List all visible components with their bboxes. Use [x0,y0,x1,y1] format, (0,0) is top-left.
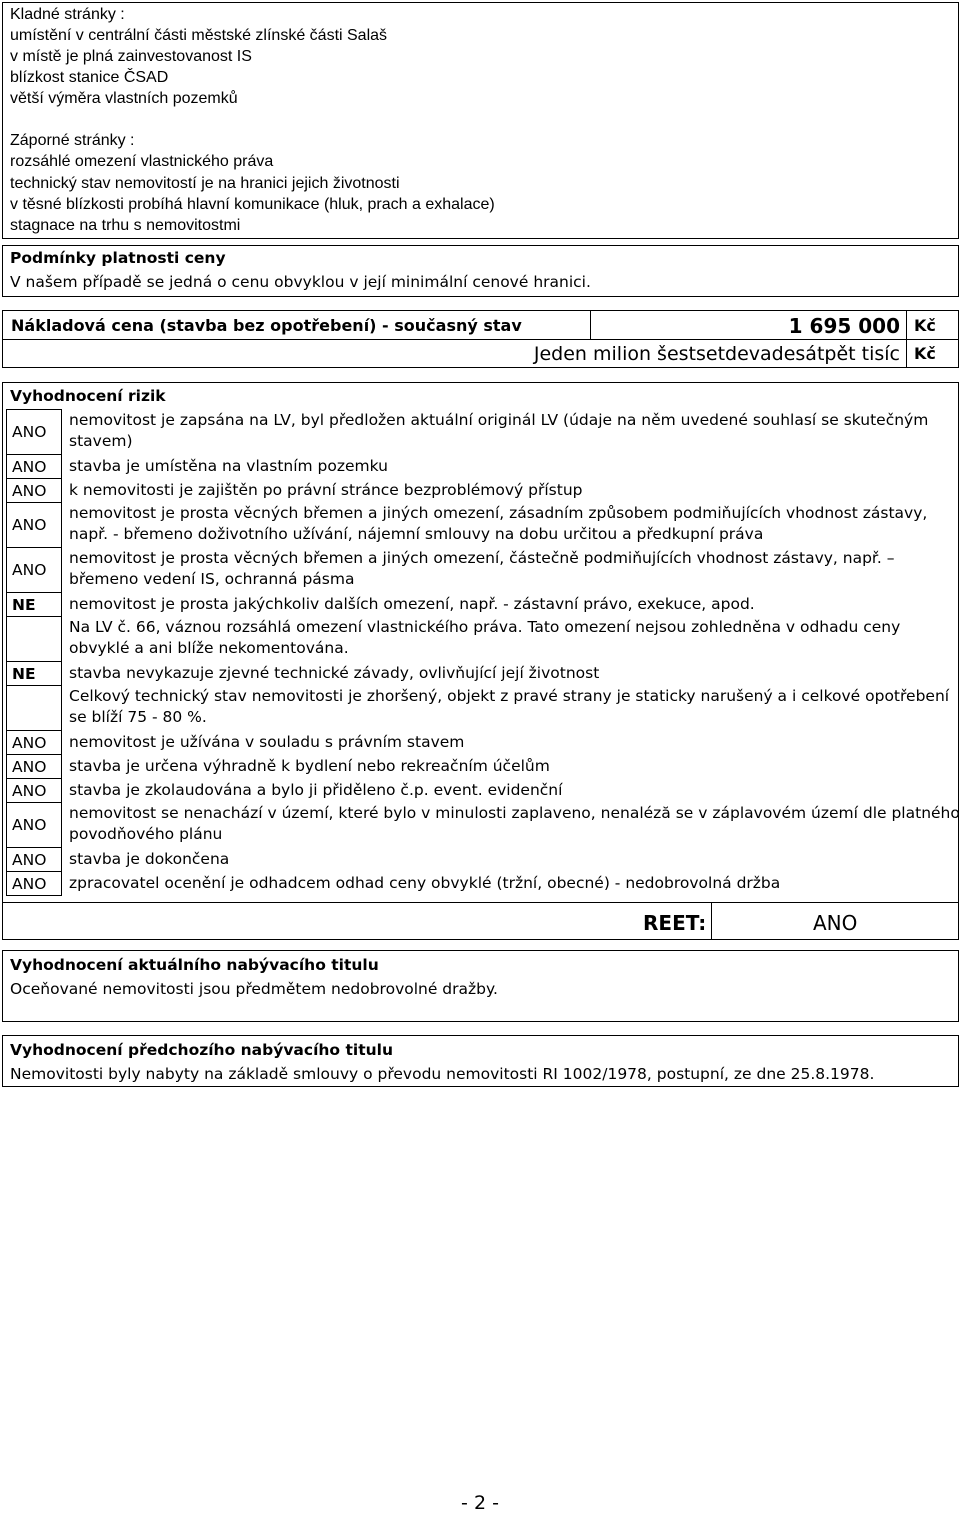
risk-text-line: stavba nevykazuje zjevné technické závady, ovlivňující její životnost [69,664,600,682]
cons-title: Záporné stránky : [10,132,135,149]
risk-text [69,803,960,845]
risk-text-line: nemovitost je prosta věcných břemen a jiných omezení, zásadním způsobem podmiňujících vhodnost zástavy, [69,504,928,522]
cost-words: Jeden milion šestsetdevadesátpět tisíc [533,343,900,365]
current-title-text: Oceňované nemovitosti jsou předmětem nedobrovolné dražby. [10,980,498,998]
cost-currency: Kč [914,316,936,335]
risks-title: Vyhodnocení rizik [10,387,166,405]
risk-text-line: nemovitost se nenachází v území, které bylo v minulosti zaplaveno, nenaléză se v záplavovém území dle platného [69,804,960,822]
risk-text [69,617,949,659]
risk-answer-cell: NE [6,592,62,617]
risk-text-line: obvyklé a ani blíže nekomentována. [69,639,349,657]
risk-text [69,410,949,452]
cost-divider [590,311,591,339]
risk-text-line: stavba je umístěna na vlastním pozemku [69,457,388,475]
risk-text-line: nemovitost je prosta věcných břemen a jiných omezení, částečně podmiňujících vhodnost zástavy, např. – [69,549,895,567]
pros-item: větší výměra vlastních pozemků [10,90,238,107]
pros-title: Kladné stránky : [10,6,125,23]
risk-answer-cell: ANO [6,502,62,548]
previous-title-text: Nemovitosti byly nabyty na základě smlouvy o převodu nemovitosti RI 1002/1978, postupní, ze dne 25.8.1978. [10,1065,875,1083]
risk-text-line: povodňového plánu [69,825,223,843]
risk-text [69,594,949,615]
cons-item: stagnace na trhu s nemovitostmi [10,217,241,234]
pros-item: umístění v centrální části městské zlínské části Salaš [10,27,388,44]
risk-answer-cell: ANO [6,871,62,896]
cost-value: 1 695 000 [788,314,900,338]
risk-answer-cell: NE [6,661,62,686]
risk-answer-cell: ANO [6,754,62,779]
pros-item: v místě je plná zainvestovanost IS [10,48,252,65]
risk-text [69,849,949,870]
previous-title-heading: Vyhodnocení předchozího nabývacího titulu [10,1041,393,1059]
risk-answer-cell: ANO [6,454,62,479]
risk-text-line: zpracovatel ocenění je odhadcem odhad ceny obvyklé (tržní, obecné) - nedobrovolná držba [69,874,781,892]
risk-text [69,548,949,590]
risk-text-line: nemovitost je zapsána na LV, byl předložen aktuální originál LV (údaje na něm uvedené souhlasí se skutečným [69,411,929,429]
risk-answer-cell: ANO [6,547,62,593]
validity-title: Podmínky platnosti ceny [10,249,226,267]
risk-answer-cell: ANO [6,847,62,872]
risk-answer-cell: ANO [6,409,62,455]
risk-text-line: nemovitost je užívána v souladu s právním stavem [69,733,465,751]
risk-text-line: stavba je zkolaudována a bylo ji přiděleno č.p. event. evidenční [69,781,563,799]
page-number: - 2 - [461,1492,499,1514]
pros-cons-section [2,2,959,239]
reet-row [2,903,959,940]
cost-divider [906,311,907,339]
risk-text [69,686,949,728]
risk-evaluation-section [2,382,959,903]
risk-text [69,780,949,801]
cost-row [2,310,959,340]
risk-text-line: se blíží 75 - 80 %. [69,708,207,726]
risk-text [69,873,949,894]
risk-text-line: Celkový technický stav nemovitosti je zhoršený, objekt z pravé strany je staticky narušený a i celkové opotřebení [69,687,950,705]
risk-text-line: břemeno vedení IS, ochranná pásma [69,570,355,588]
risk-text [69,503,949,545]
validity-text: V našem případě se jedná o cenu obvyklou v její minimální cenové hranici. [10,273,591,291]
risk-text-line: nemovitost je prosta jakýchkoliv dalších omezení, např. - zástavní právo, exekuce, apod. [69,595,755,613]
risk-answer-cell [6,616,62,662]
cost-label: Nákladová cena (stavba bez opotřebení) - současný stav [11,316,522,335]
reet-label: REET: [643,911,707,935]
risk-text-line: stavem) [69,432,133,450]
cons-item: rozsáhlé omezení vlastnického práva [10,153,274,170]
current-title-heading: Vyhodnocení aktuálního nabývacího titulu [10,956,379,974]
risk-text [69,456,949,477]
risk-text-line: stavba je dokončena [69,850,230,868]
reet-divider [711,903,712,939]
cost-divider [906,340,907,367]
cost-words-row [2,339,959,368]
current-acquisition-section [2,950,959,1022]
risk-text [69,732,949,753]
price-validity-section [2,245,959,297]
risk-text [69,480,949,501]
risk-answer-cell: ANO [6,478,62,503]
risk-text [69,663,949,684]
risk-text-line: např. - břemeno doživotního užívání, nájemní smlouvy na dobu určitou a předkupní práva [69,525,764,543]
risk-answer-cell [6,685,62,731]
risk-answer-cell: ANO [6,730,62,755]
pros-item: blízkost stanice ČSAD [10,69,169,86]
risk-answer-cell: ANO [6,802,62,848]
previous-acquisition-section [2,1035,959,1087]
cons-item: technický stav nemovitostí je na hranici jejich životnosti [10,175,400,192]
risk-text [69,756,949,777]
cons-item: v těsné blízkosti probíhá hlavní komunikace (hluk, prach a exhalace) [10,196,495,213]
risk-answer-cell: ANO [6,778,62,803]
cost-currency: Kč [914,344,936,363]
reet-value: ANO [813,911,858,935]
risk-text-line: stavba je určena výhradně k bydlení nebo rekreačním účelům [69,757,550,775]
risk-text-line: Na LV č. 66, váznou rozsáhlá omezení vlastnickéího práva. Tato omezení nejsou zohledněna v odhadu ceny [69,618,901,636]
risk-text-line: k nemovitosti je zajištěn po právní stránce bezproblémový přístup [69,481,583,499]
